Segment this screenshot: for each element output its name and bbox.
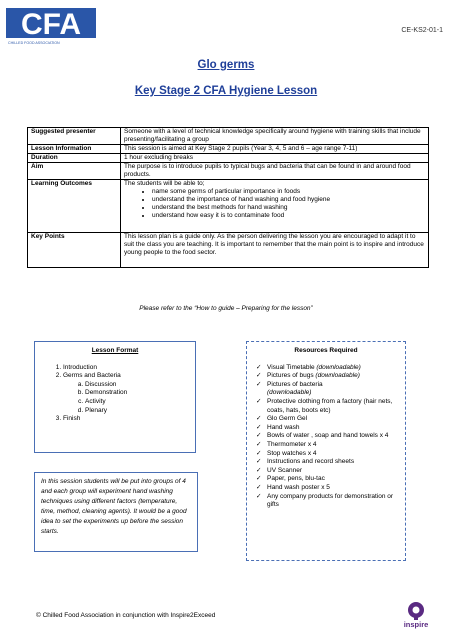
list-item: ✓ Glo Germ Gel [256,415,308,423]
downloadable-tag: (downloadable) [267,389,312,397]
lesson-info-value: This session is aimed at Key Stage 2 pupils (Year 3, 4, 5 and 6 – age range 7-11) [121,145,429,154]
table-row [28,128,429,145]
list-item: ✓ Hand wash [256,423,300,431]
list-item: d. Plenary [85,407,195,416]
list-item: ✓ Pictures of bugs (downloadable) [256,372,360,380]
duration-value: 1 hour excluding breaks [121,154,429,163]
page-title: Glo germs [197,59,255,71]
list-item: c. Activity [85,398,195,407]
list-item: ✓ Hand wash poster x 5 [256,483,330,491]
aim-label: Aim [28,163,121,180]
list-item: • understand how easy it is to contaminate food [152,212,425,220]
table-row [28,163,429,180]
list-item: ✓ Stop watches x 4 [256,449,317,457]
inspire-logo [398,600,434,632]
page-subtitle: Key Stage 2 CFA Hygiene Lesson [134,85,318,97]
key-points-value: This lesson plan is a guide only. As the person delivering the lesson you are encouraged to adapt it to suit the class you are teaching. It is important to remember that the main point is to inspire and introduce young people to the food sector. [121,233,429,268]
checkmark-icon: ✓ [256,380,262,388]
lesson-format-list [35,364,195,424]
list-item [63,372,195,415]
downloadable-tag: (downloadable) [315,372,360,380]
lesson-format-heading: Lesson Format [91,347,139,354]
refer-note: Please refer to the “How to guide – Preparing for the lesson” [139,305,313,312]
checkmark-icon: ✓ [256,440,262,448]
list-item: ✓ UV Scanner [256,466,303,474]
checkmark-icon: ✓ [256,449,262,457]
lesson-info-label: Lesson Information [28,145,121,154]
checkmark-icon: ✓ [256,466,262,474]
table-row [28,233,429,268]
inspire-logo-text: inspire [403,620,429,629]
document-code: CE-KS2-01-1 [401,27,443,34]
aim-value: The purpose is to introduce pupils to typical bugs and bacteria that can be found in and around food products. [121,163,429,180]
list-item: ✓ Bowls of water , soap and hand towels x 4 [256,432,389,440]
list-item: ✓ Protective clothing from a factory (hair nets, coats, hats, boots etc) [256,397,393,414]
key-points-label: Key Points [28,233,121,268]
outcomes-label: Learning Outcomes [28,180,121,233]
table-row [28,154,429,163]
checkmark-icon: ✓ [256,372,262,380]
checkmark-icon: ✓ [256,415,262,423]
list-item: ✓ Paper, pens, blu-tac [256,475,325,483]
cfa-logo-text: CFA [21,8,81,41]
presenter-label: Suggested presenter [28,128,121,145]
duration-label: Duration [28,154,121,163]
session-note: In this session students will be put into groups of 4 and each group will experiment hand washing techniques using different factors (temperature, time, method, cleaning agents). It would be a good idea to set the experiments up before the session starts. [34,472,198,552]
checkmark-icon: ✓ [256,363,262,371]
cfa-logo-subtext: CHILLED FOOD ASSOCIATION [8,41,60,45]
lesson-format-sublist [63,381,195,415]
outcomes-value [121,180,429,233]
checkmark-icon: ✓ [256,423,262,431]
checkmark-icon: ✓ [256,458,262,466]
resources-box [246,341,406,561]
downloadable-tag: (downloadable) [316,363,361,371]
list-item: a. Discussion [85,381,195,390]
lesson-format-box [34,341,196,453]
checkmark-icon: ✓ [256,475,262,483]
footer-copyright: © Chilled Food Association in conjunction with Inspire2Exceed [36,612,216,619]
table-row [28,180,429,233]
list-item: • name some germs of particular importance in foods [152,188,425,196]
list-item: ✓ Instructions and record sheets [256,458,355,466]
list-item-label: Germs and Bacteria [63,372,121,380]
list-item: ✓ Any company products for demonstration or gifts [256,492,394,509]
list-item: b. Demonstration [85,389,195,398]
list-item: ✓ Visual Timetable (downloadable) [256,363,361,371]
cfa-logo [6,6,98,46]
lesson-info-table [27,127,429,268]
resources-heading: Resources Required [294,347,358,354]
table-row [28,145,429,154]
list-item: • understand the importance of hand washing and food hygiene [152,196,425,204]
outcomes-intro: The students will be able to; [124,180,205,187]
checkmark-icon: ✓ [256,397,262,405]
resources-list [247,364,405,510]
list-item: • understand the best methods for hand washing [152,204,425,212]
presenter-value: Someone with a level of technical knowledge specifically around hygiene with training skills that include presenting/facilitating a group [121,128,429,145]
list-item: 1. Introduction [63,364,195,373]
list-item: 3. Finish [63,415,195,424]
checkmark-icon: ✓ [256,432,262,440]
outcomes-list [124,188,425,220]
checkmark-icon: ✓ [256,483,262,491]
list-item: ✓ Pictures of bacteria (downloadable) [256,380,323,397]
checkmark-icon: ✓ [256,492,262,500]
list-item: ✓ Thermometer x 4 [256,440,317,448]
